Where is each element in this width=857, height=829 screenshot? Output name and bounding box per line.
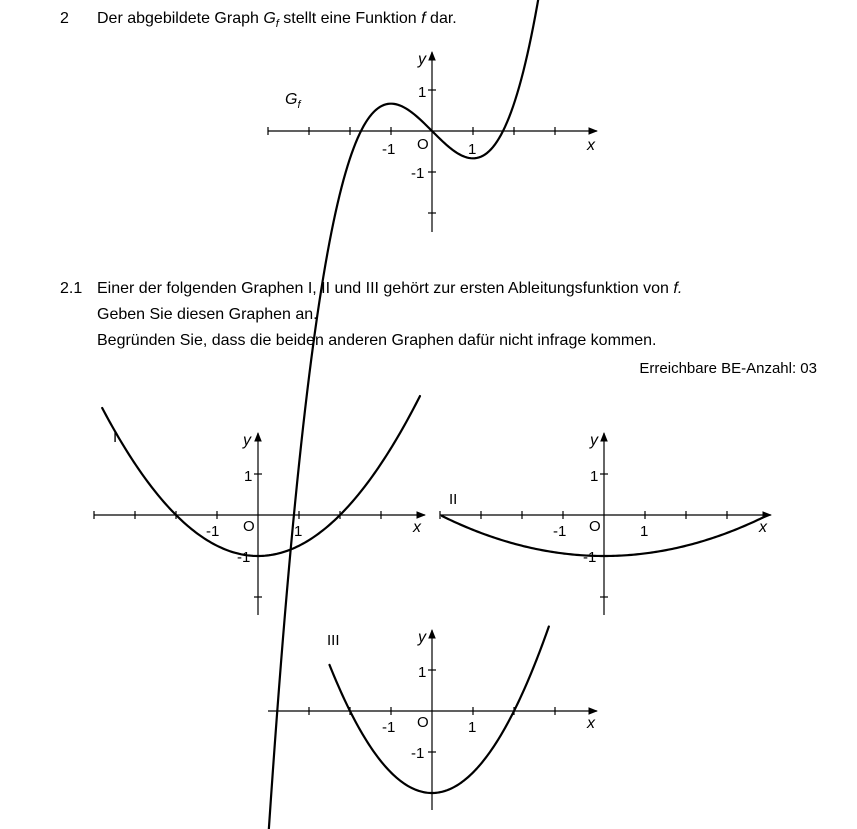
task-intro-part1: Der abgebildete Graph (97, 10, 264, 27)
graph-1-y-label: y (243, 432, 251, 449)
graph-1-tick-neg: -1 (206, 523, 220, 540)
graph-3-tick-neg: -1 (382, 719, 396, 736)
graph-1-tick-pos: 1 (294, 523, 303, 540)
graph-2 (440, 432, 771, 615)
graph-main-curve-label (285, 91, 301, 111)
graph-main-origin: O (417, 136, 429, 153)
graph-main-curve-label-sub: f (297, 99, 301, 111)
graph-1-ticks (94, 474, 381, 597)
graph-2-y-tick-neg: -1 (583, 549, 597, 566)
graph-2-curve (442, 515, 768, 556)
graph-main-y-label: y (418, 51, 426, 68)
graph-3 (268, 626, 597, 810)
function-letter: f (421, 10, 426, 27)
graph-main-x-label: x (587, 137, 595, 154)
graph-2-curve-label: II (449, 491, 458, 508)
graph-2-x-label: x (759, 519, 767, 536)
subtask-number: 2.1 (60, 280, 83, 297)
graph-main-curve (269, 0, 592, 829)
graph-3-x-label: x (587, 715, 595, 732)
graph-1-y-tick-pos: 1 (244, 468, 253, 485)
graph-1-curve (102, 396, 420, 556)
graph-2-y-label: y (590, 432, 598, 449)
subtask-line1-text: Einer der folgenden Graphen I, II und III gehört zur ersten Ableitungsfunktion von (97, 280, 674, 297)
graph-3-curve (330, 626, 549, 793)
graph-1-y-tick-neg: -1 (237, 549, 251, 566)
graph-name-sub: f (275, 18, 279, 31)
points-label: Erreichbare BE-Anzahl: 03 (639, 360, 817, 377)
graph-3-y-tick-pos: 1 (418, 664, 427, 681)
graph-main-tick-pos: 1 (468, 141, 477, 158)
graph-main-y-tick-pos: 1 (418, 84, 427, 101)
subtask-line3: Begründen Sie, dass die beiden anderen Graphen dafür nicht infrage kommen. (97, 332, 657, 349)
task-intro-part2: stellt eine Funktion (278, 10, 422, 27)
graph-2-y-tick-pos: 1 (590, 468, 599, 485)
subtask-line2: Geben Sie diesen Graphen an. (97, 306, 318, 323)
graph-3-curve-label: III (327, 632, 340, 649)
graph-name-letter: G (263, 10, 276, 27)
task-number: 2 (60, 10, 69, 27)
graph-1-curve-label: I (113, 429, 118, 446)
graph-2-tick-pos: 1 (640, 523, 649, 540)
graph-2-origin: O (589, 518, 601, 535)
task-intro-part3: dar. (425, 10, 457, 27)
graph-main-tick-neg: -1 (382, 141, 396, 158)
graph-2-ticks (440, 474, 727, 597)
graph-3-origin: O (417, 714, 429, 731)
graph-3-y-label: y (418, 629, 426, 646)
subtask-line1-f: f. (673, 280, 683, 297)
graph-main-y-tick-neg: -1 (411, 165, 425, 182)
graph-2-tick-neg: -1 (553, 523, 567, 540)
graph-main-curve-label-letter: G (285, 91, 298, 108)
graph-3-y-tick-neg: -1 (411, 745, 425, 762)
graph-1-x-label: x (413, 519, 421, 536)
graph-1 (94, 396, 425, 615)
graph-3-tick-pos: 1 (468, 719, 477, 736)
graph-1-origin: O (243, 518, 255, 535)
